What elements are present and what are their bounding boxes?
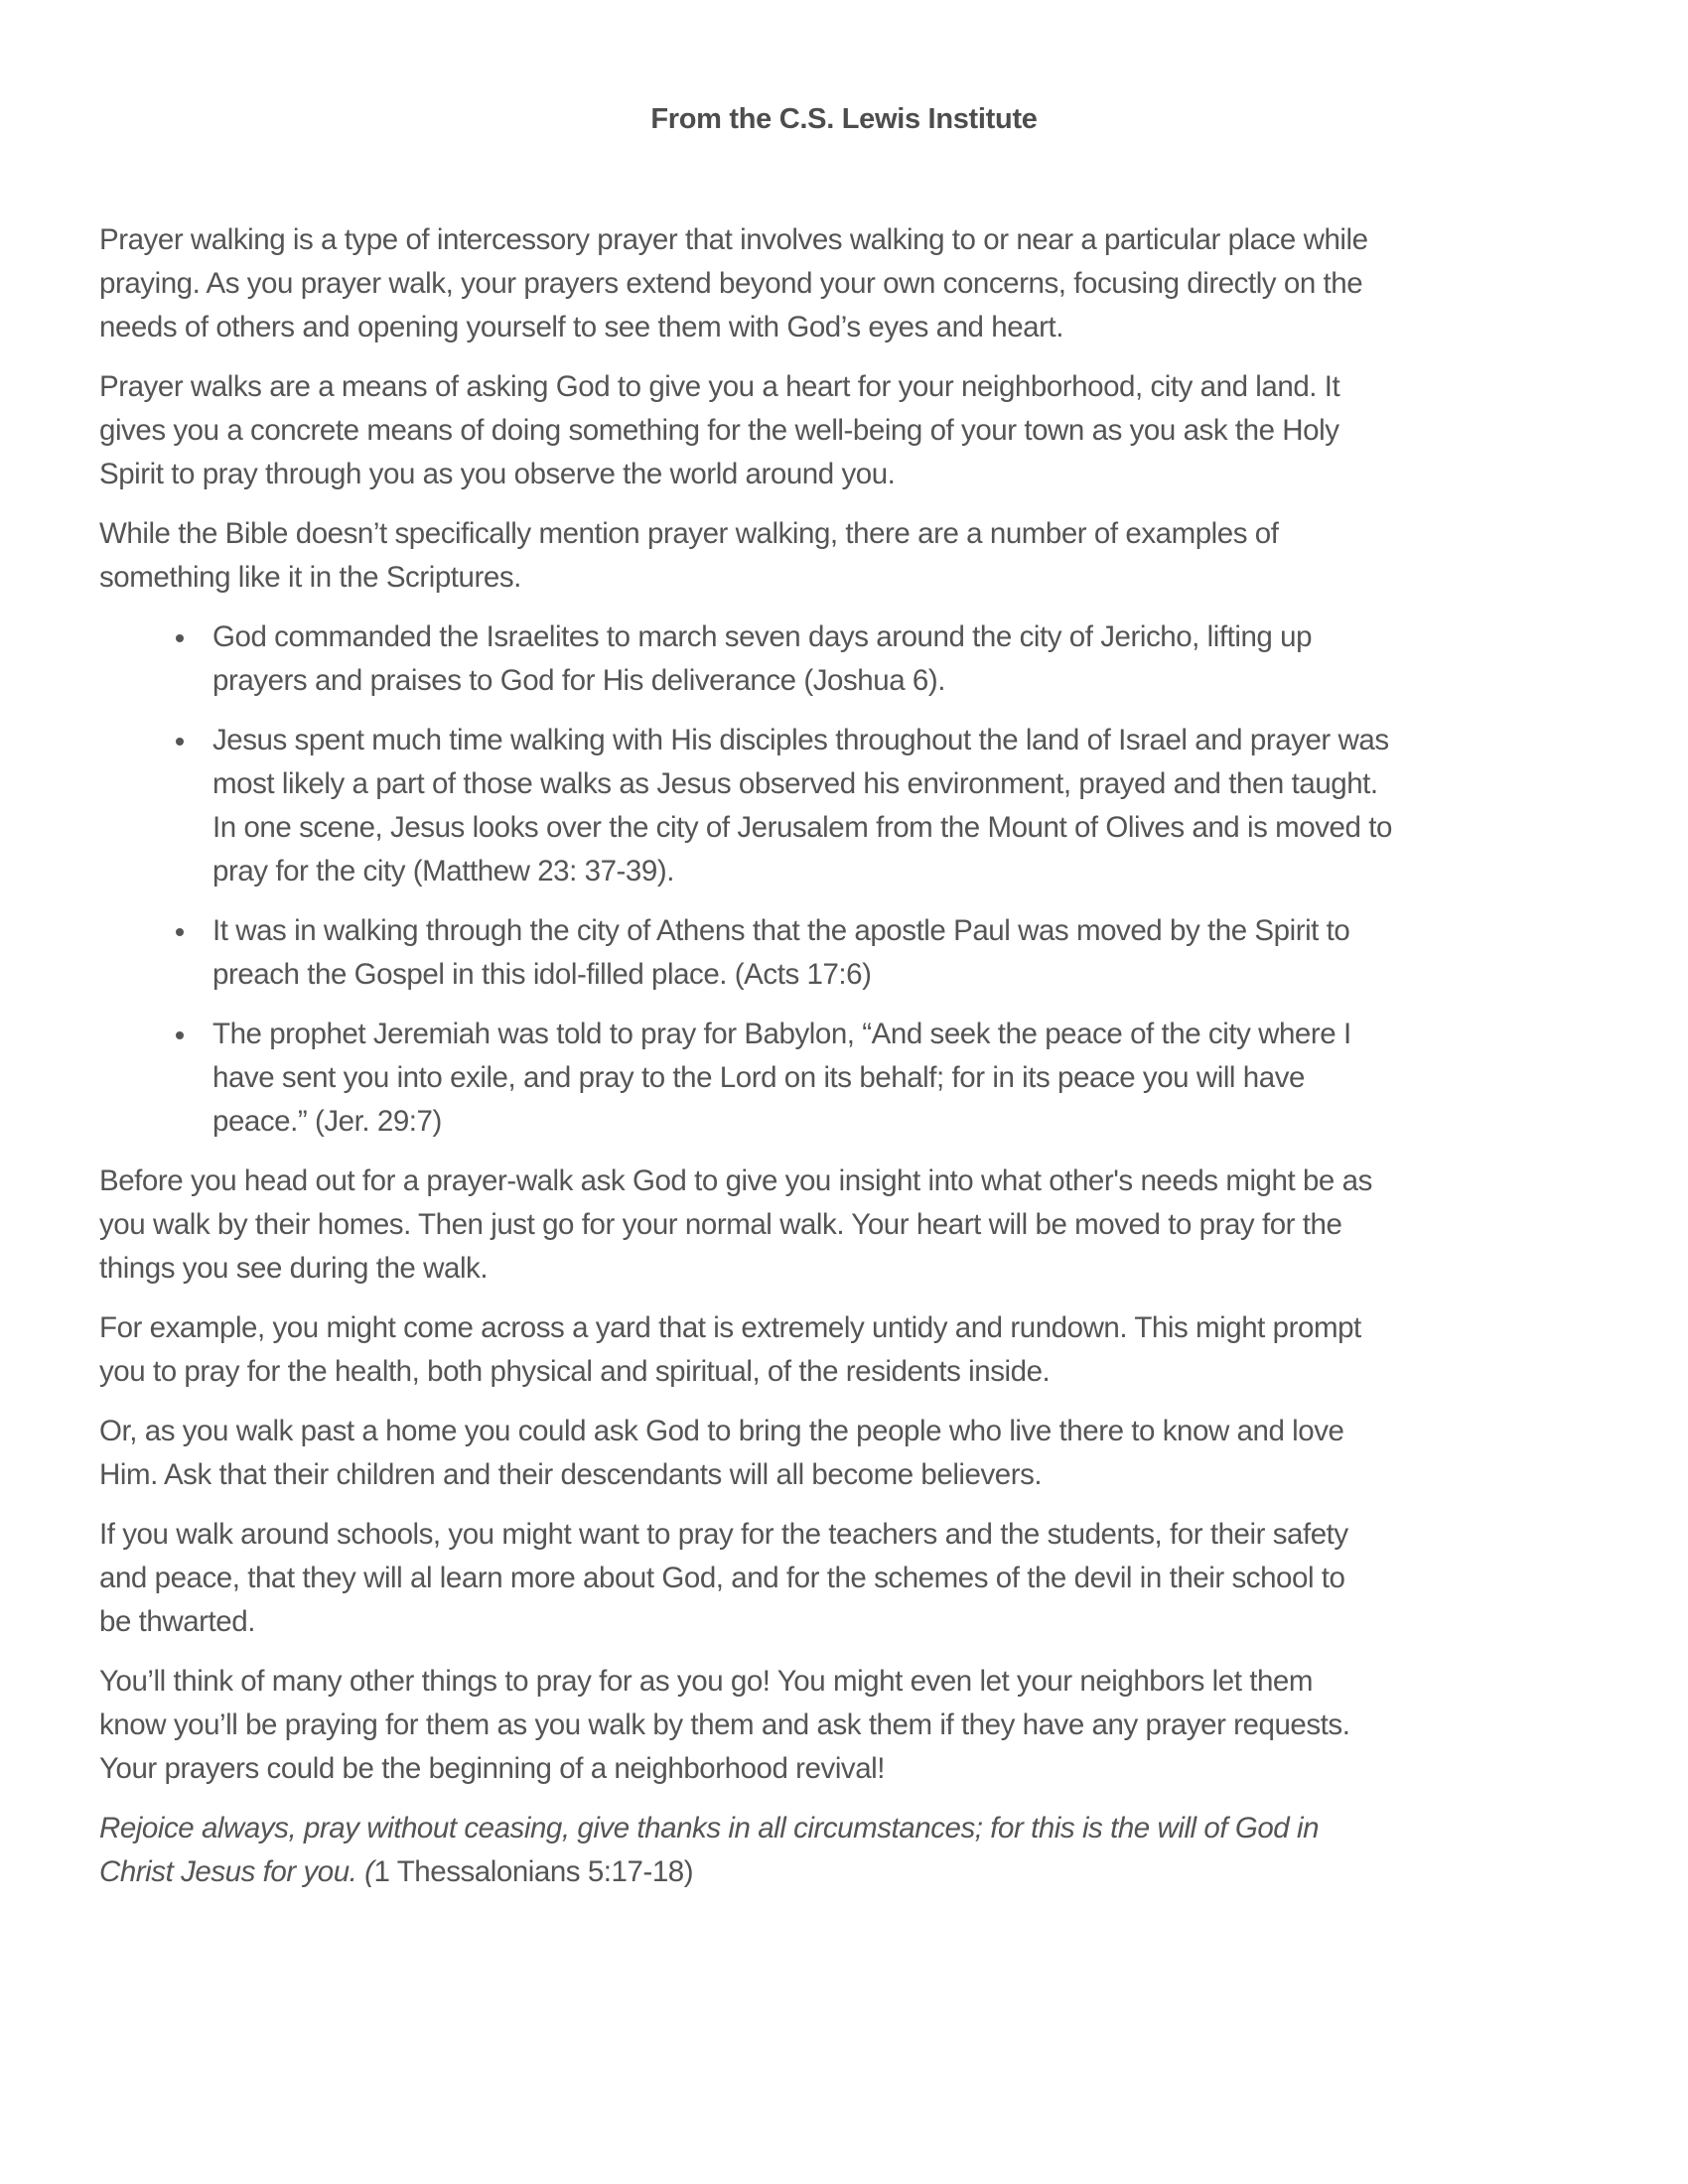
text-line: Prayer walks are a means of asking God to give you a heart for your neighborhood, city and land. It [99, 370, 1340, 403]
text-line: Or, as you walk past a home you could ask God to bring the people who live there to know and love [99, 1415, 1344, 1447]
text-line: be thwarted. [99, 1605, 255, 1638]
text-line: praying. As you prayer walk, your prayers extend beyond your own concerns, focusing directly on the [99, 267, 1363, 300]
scripture-examples-list [99, 615, 1609, 1144]
text-line: Spirit to pray through you as you observe the world around you. [99, 458, 896, 490]
list-item [99, 615, 1609, 703]
text-line: something like it in the Scriptures. [99, 561, 521, 594]
list-item [99, 719, 1609, 893]
bullet-icon [176, 1031, 184, 1039]
text-line: Jesus spent much time walking with His disciples throughout the land of Israel and prayer was [212, 724, 1389, 756]
text-line: pray for the city (Matthew 23: 37-39). [212, 855, 674, 887]
paragraph [99, 365, 1609, 496]
paragraph [99, 1513, 1609, 1644]
document-body [99, 218, 1609, 1910]
suggestions-section [99, 1160, 1609, 1791]
list-item [99, 1013, 1609, 1144]
intro-section [99, 218, 1609, 600]
text-line: For example, you might come across a yard that is extremely untidy and rundown. This might prompt [99, 1311, 1361, 1344]
text-line: Your prayers could be the beginning of a neighborhood revival! [99, 1752, 886, 1785]
bullet-icon [176, 738, 184, 746]
text-line: most likely a part of those walks as Jesus observed his environment, prayed and then taught. [212, 767, 1378, 800]
paragraph [99, 1410, 1609, 1497]
paragraph [99, 512, 1609, 600]
paragraph [99, 1660, 1609, 1791]
paragraph [99, 218, 1609, 349]
text-line: In one scene, Jesus looks over the city of Jerusalem from the Mount of Olives and is moved to [212, 811, 1392, 844]
text-line: The prophet Jeremiah was told to pray for Babylon, “And seek the peace of the city where I [212, 1018, 1351, 1050]
text-line: things you see during the walk. [99, 1252, 489, 1285]
text-line: While the Bible doesn’t specifically mention prayer walking, there are a number of examples of [99, 517, 1279, 550]
closing-verse-reference: 1 Thessalonians 5:17-18) [373, 1855, 694, 1888]
text-line: Him. Ask that their children and their descendants will all become believers. [99, 1458, 1043, 1491]
text-line: Before you head out for a prayer-walk ask God to give you insight into what other's needs might be as [99, 1164, 1372, 1197]
text-line: you to pray for the health, both physical and spiritual, of the residents inside. [99, 1355, 1051, 1388]
text-line: needs of others and opening yourself to see them with God’s eyes and heart. [99, 311, 1063, 343]
bullet-icon [176, 928, 184, 936]
text-line: preach the Gospel in this idol-filled place. (Acts 17:6) [212, 958, 872, 991]
paragraph [99, 1306, 1609, 1394]
text-line: you walk by their homes. Then just go for your normal walk. Your heart will be moved to pray for the [99, 1208, 1342, 1241]
text-line: know you’ll be praying for them as you walk by them and ask them if they have any prayer requests. [99, 1708, 1350, 1741]
text-line: gives you a concrete means of doing something for the well-being of your town as you ask the Holy [99, 414, 1339, 447]
text-line: You’ll think of many other things to pray for as you go! You might even let your neighbors let them [99, 1665, 1313, 1698]
text-line: and peace, that they will al learn more about God, and for the schemes of the devil in their school to [99, 1562, 1345, 1594]
closing-verse-text-line1: Rejoice always, pray without ceasing, give thanks in all circumstances; for this is the will of God in [99, 1812, 1320, 1844]
closing-verse [99, 1807, 1609, 1894]
text-line: peace.” (Jer. 29:7) [212, 1105, 442, 1138]
document-title: From the C.S. Lewis Institute [650, 103, 1038, 135]
paragraph [99, 1160, 1609, 1291]
text-line: prayers and praises to God for His deliverance (Joshua 6). [212, 664, 945, 697]
text-line: It was in walking through the city of Athens that the apostle Paul was moved by the Spirit to [212, 914, 1350, 947]
list-item [99, 909, 1609, 997]
text-line: Prayer walking is a type of intercessory prayer that involves walking to or near a particular place while [99, 223, 1368, 256]
text-line: If you walk around schools, you might want to pray for the teachers and the students, for their safety [99, 1518, 1348, 1551]
closing-verse-text-line2: Christ Jesus for you. ( [99, 1855, 374, 1888]
text-line: God commanded the Israelites to march seven days around the city of Jericho, lifting up [212, 620, 1313, 653]
bullet-icon [176, 634, 184, 642]
text-line: have sent you into exile, and pray to the Lord on its behalf; for in its peace you will have [212, 1061, 1305, 1094]
